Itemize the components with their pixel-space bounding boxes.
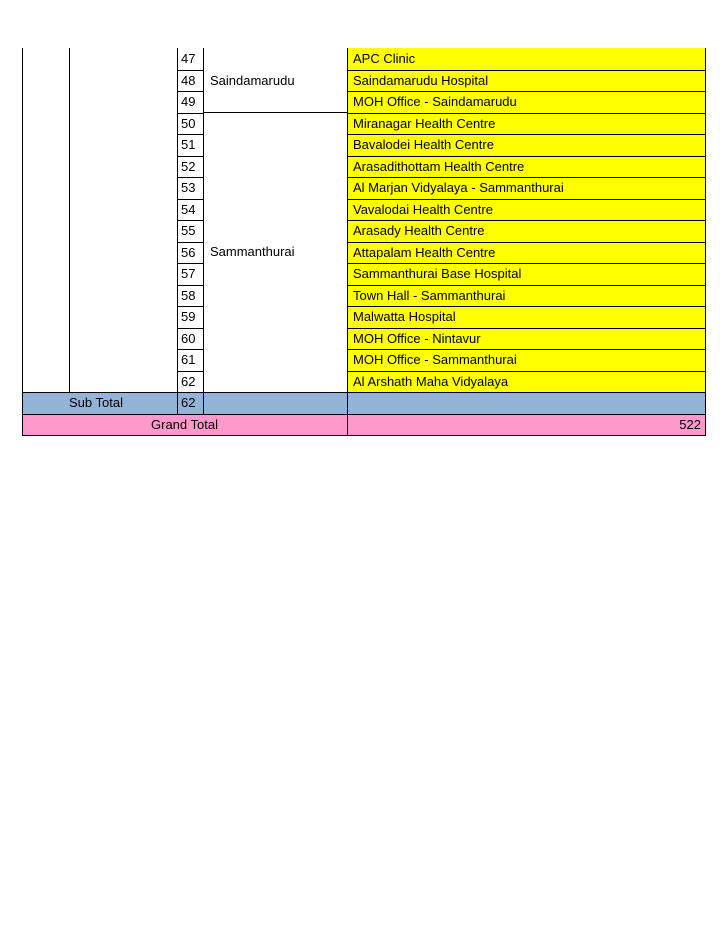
row-number: 48 (181, 73, 196, 88)
location-cell: Attapalam Health Centre (347, 242, 706, 263)
location-cell: Arasady Health Centre (347, 220, 706, 242)
row-number: 47 (181, 51, 196, 66)
row-number: 49 (181, 94, 196, 109)
area-saindamarudu: Saindamarudu (210, 73, 295, 88)
area-sammanthurai: Sammanthurai (210, 244, 295, 259)
location-cell: MOH Office - Saindamarudu (347, 91, 706, 113)
location-cell: Al Marjan Vidyalaya - Sammanthurai (347, 177, 706, 199)
row-number: 61 (181, 352, 196, 367)
grand-total-label: Grand Total (151, 417, 218, 432)
location-cell: MOH Office - Sammanthurai (347, 349, 706, 371)
row-number: 53 (181, 180, 196, 195)
location-cell: Town Hall - Sammanthurai (347, 285, 706, 306)
row-number: 62 (181, 374, 196, 389)
row-number: 52 (181, 159, 196, 174)
location-cell: Al Arshath Maha Vidyalaya (347, 371, 706, 392)
location-cell: APC Clinic (347, 48, 706, 70)
sub-total-label: Sub Total (69, 395, 123, 410)
location-cell: MOH Office - Nintavur (347, 328, 706, 349)
location-cell: Malwatta Hospital (347, 306, 706, 328)
row-number: 54 (181, 202, 196, 217)
row-number: 56 (181, 245, 196, 260)
data-table (22, 48, 706, 436)
location-cell: Vavalodai Health Centre (347, 199, 706, 220)
grand-total-value: 522 (679, 417, 701, 432)
location-cell: Miranagar Health Centre (347, 113, 706, 134)
location-cell: Bavalodei Health Centre (347, 134, 706, 156)
row-number: 58 (181, 288, 196, 303)
row-number: 50 (181, 116, 196, 131)
location-cell: Sammanthurai Base Hospital (347, 263, 706, 285)
location-cell: Saindamarudu Hospital (347, 70, 706, 91)
location-cell: Arasadithottam Health Centre (347, 156, 706, 177)
row-number: 60 (181, 331, 196, 346)
row-number: 51 (181, 137, 196, 152)
sub-total-value: 62 (181, 395, 196, 410)
row-number: 57 (181, 266, 196, 281)
row-number: 59 (181, 309, 196, 324)
row-number: 55 (181, 223, 196, 238)
